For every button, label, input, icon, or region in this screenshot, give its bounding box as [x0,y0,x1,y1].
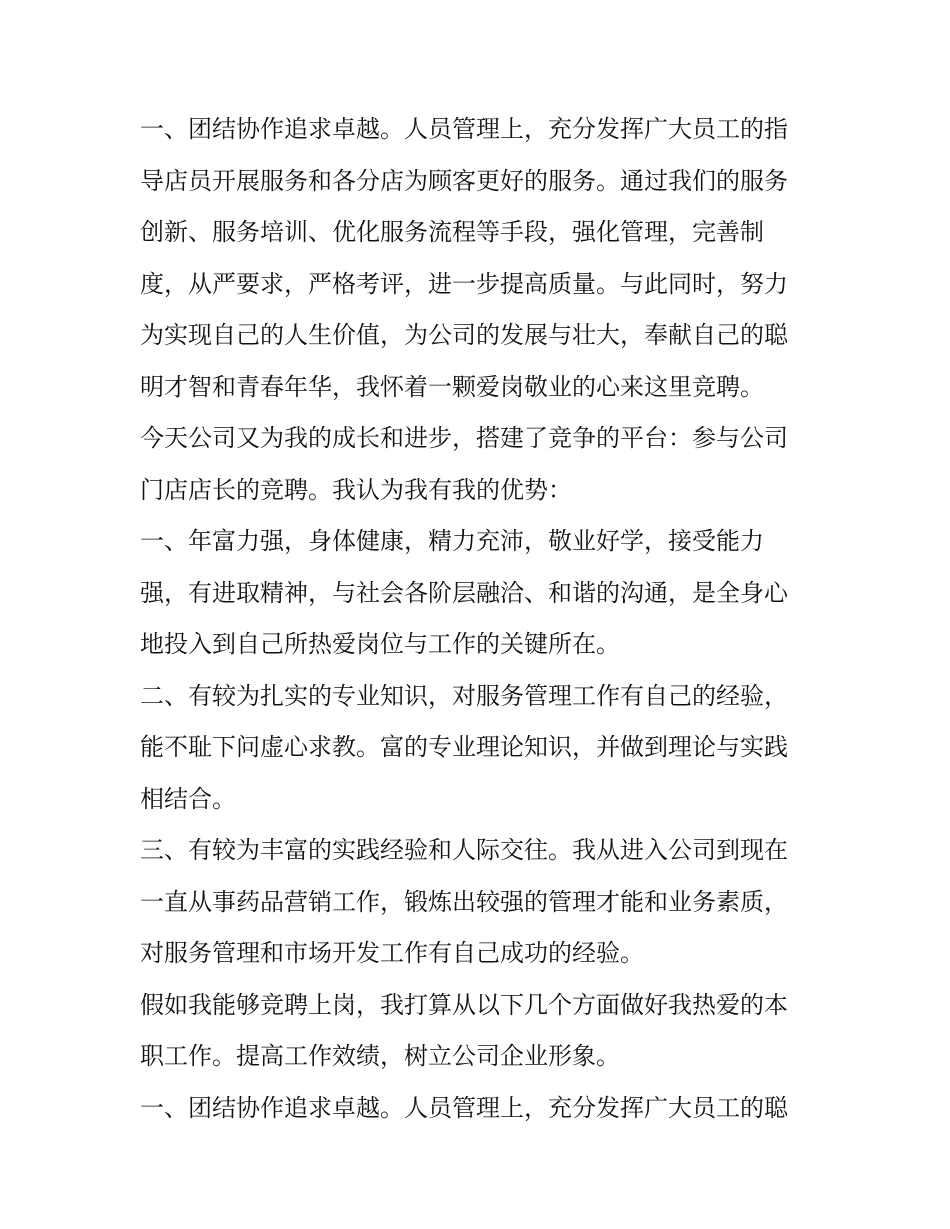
text-line: 地投入到自己所热爱岗位与工作的关键所在。 [140,630,620,658]
text-line: 强，有进取精神，与社会各阶层融洽、和谐的沟通，是全身心 [140,578,788,607]
text-line: 能不耻下问虚心求教。富的专业理论知识，并做到理论与实践 [140,733,788,761]
text-line: 明才智和青春年华，我怀着一颗爱岗敬业的心来这里竞聘。 [140,372,764,401]
text-line: 一、团结协作追求卓越。人员管理上，充分发挥广大员工的指 [140,115,788,143]
text-line: 职工作。提高工作效绩，树立公司企业形象。 [140,1042,620,1070]
text-line: 创新、服务培训、优化服务流程等手段，强化管理，完善制 [140,218,764,246]
text-line: 今天公司又为我的成长和进步，搭建了竞争的平台：参与公司 [140,424,788,452]
text-line: 门店店长的竞聘。我认为我有我的优势： [140,475,572,504]
text-line: 相结合。 [140,784,236,813]
text-line: 三、有较为丰富的实践经验和人际交往。我从进入公司到现在 [140,836,788,864]
text-line: 一、团结协作追求卓越。人员管理上，充分发挥广大员工的聪 [140,1093,788,1122]
text-line: 为实现自己的人生价值，为公司的发展与壮大，奉献自己的聪 [140,321,788,349]
text-line: 对服务管理和市场开发工作有自己成功的经验。 [140,939,644,967]
text-line: 二、有较为扎实的专业知识，对服务管理工作有自己的经验， [140,681,788,710]
text-line: 假如我能够竞聘上岗，我打算从以下几个方面做好我热爱的本 [140,990,788,1019]
text-line: 度，从严要求，严格考评，进一步提高质量。与此同时，努力 [140,269,788,298]
text-line: 导店员开展服务和各分店为顾客更好的服务。通过我们的服务 [140,166,788,195]
body-text [140,104,820,1134]
text-line: 一直从事药品营销工作，锻炼出较强的管理才能和业务素质， [140,887,788,916]
text-line: 一、年富力强，身体健康，精力充沛，敬业好学，接受能力 [140,527,764,555]
